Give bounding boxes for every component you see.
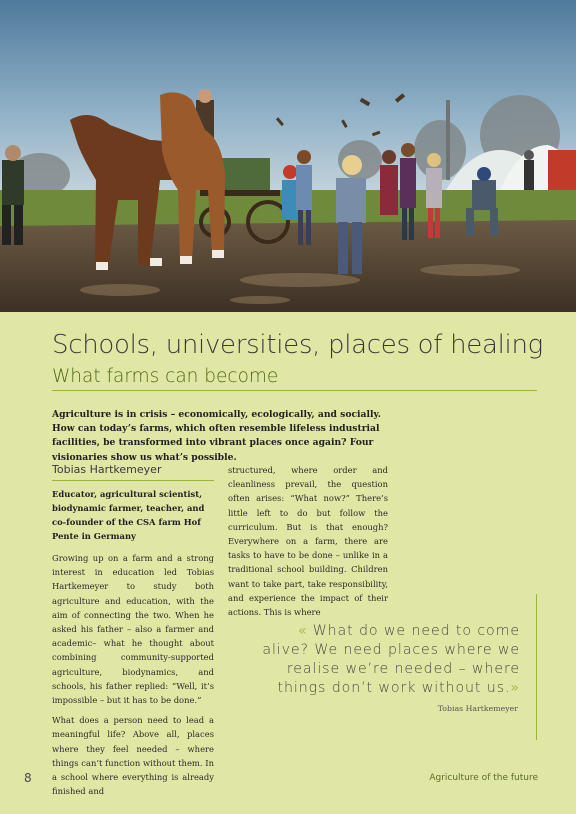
author-name: Tobias Hartkemeyer — [52, 463, 214, 481]
lead-paragraph: Agriculture is in crisis – economically, ecologically, and socially. How can today’s farms, which often resemble lifeless industrial facilities, be transformed into vibrant places once again? Four visionaries show us what’s possible. — [52, 409, 381, 463]
left-column — [52, 463, 214, 804]
quote-close-mark: » — [510, 680, 520, 696]
page-number: 8 — [24, 771, 32, 785]
body-paragraph: structured, where order and cleanliness prevail, the question often arises: “What now?” There’s little left to do but follow the curriculum. But is that enough? Everywhere on a farm, there are tasks to have to be done – unlike in a traditional school building. Children want to take part, take responsibility, and experience the impact of their actions. This is where — [228, 465, 388, 618]
body-paragraph: Growing up on a farm and a strong interest in education led Tobias Hartkemeyer to study both agriculture and education, with the aim of connecting the two. When he asked his father – also a farmer and academic– what he thought about combining community-supported agriculture, biodynamics, and schools, his father replied: “Well, it’s impossible – but it has to be done.” — [52, 553, 214, 706]
footer-section-label: Agriculture of the future — [429, 773, 538, 783]
pull-quote — [248, 622, 520, 698]
quote-divider — [536, 594, 537, 740]
quote-open-mark: « — [297, 623, 308, 639]
quote-attribution: Tobias Hartkemeyer — [437, 704, 518, 713]
header-photo — [0, 0, 576, 312]
middle-column — [228, 463, 388, 625]
title-divider — [52, 390, 537, 391]
page-subtitle: What farms can become — [52, 366, 279, 387]
page-title: Schools, universities, places of healing — [52, 330, 543, 360]
author-bio: Educator, agricultural scientist, biodynamic farmer, teacher, and co-founder of the CSA farm Hof Pente in Germany — [52, 489, 205, 541]
body-paragraph: What does a person need to lead a meaningful life? Above all, places where they feel needed – where things can’t function without them. In a school where everything is already finished and — [52, 715, 214, 797]
quote-text: What do we need to come alive? We need places where we realise we’re needed – where things don’t work without us. — [262, 623, 520, 696]
